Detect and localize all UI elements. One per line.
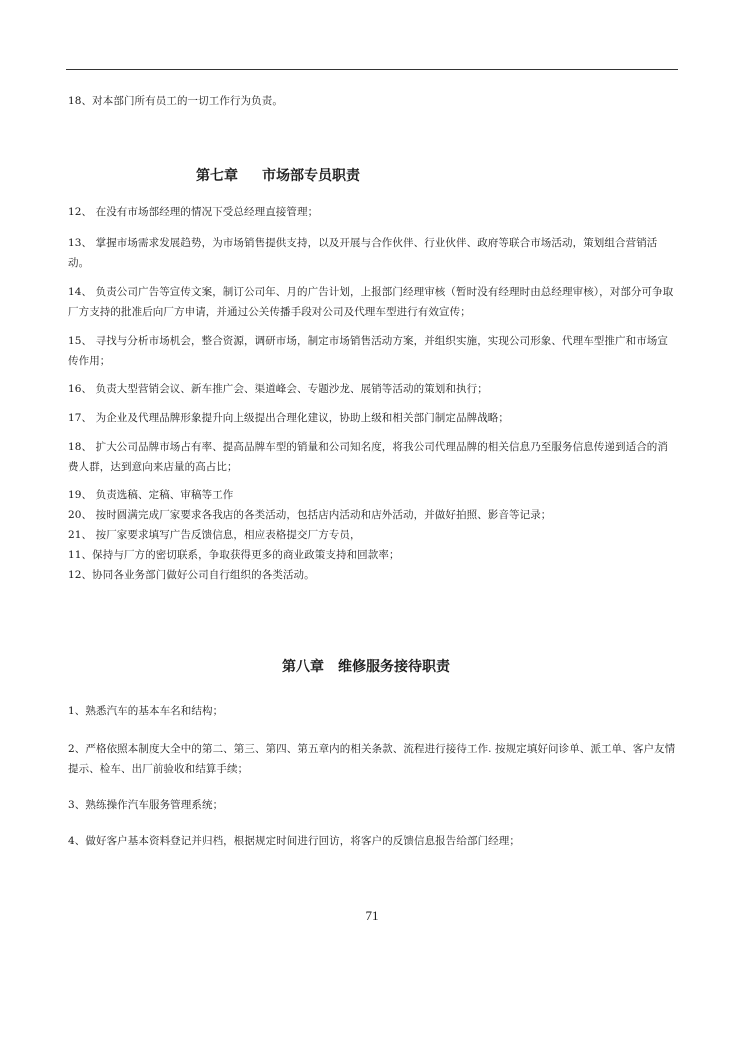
list-item: 13、 掌握市场需求发展趋势，为市场销售提供支持，以及开展与合作伙伴、行业伙伴、政府等联合市场活动，策划组合营销活动。: [68, 237, 658, 269]
list-item: 15、 寻找与分析市场机会，整合资源，调研市场，制定市场销售活动方案，并组织实施，实现公司形象、代理车型推广和市场宣传作用；: [68, 335, 668, 367]
page-number: 71: [365, 908, 379, 923]
chapter-title: 维修服务接待职责: [338, 659, 450, 675]
paragraph: 18、对本部门所有员工的一切工作行为负责。: [68, 95, 283, 107]
list-item: 2、严格依照本制度大全中的第二、第三、第四、第五章内的相关条款、流程进行接待工作. 按规定填好问诊单、派工单、客户友情提示、检车、出厂前验收和结算手续；: [68, 743, 676, 775]
list-item: 11、保持与厂方的密切联系，争取获得更多的商业政策支持和回款率；: [68, 549, 400, 561]
chapter-title: 市场部专员职责: [262, 168, 360, 184]
list-item: 12、 在没有市场部经理的情况下受总经理直接管理；: [68, 206, 319, 218]
list-item: 16、 负责大型营销会议、新车推广会、渠道峰会、专题沙龙、展销等活动的策划和执行；: [68, 383, 488, 395]
chapter-number: 第七章: [196, 168, 238, 184]
list-item: 14、 负责公司广告等宣传文案，制订公司年、月的广告计划，上报部门经理审核（暂时没有经理时由总经理审核），对部分可争取厂方支持的批准后向厂方申请，并通过公关传播手段对公司及代理车型进行有效宣传；: [68, 286, 674, 318]
list-item: 17、 为企业及代理品牌形象提升向上级提出合理化建议，协助上级和相关部门制定品牌战略；: [68, 412, 509, 424]
list-item: 20、 按时圆满完成厂家要求各我店的各类活动，包括店内活动和店外活动，并做好拍照、影音等记录；: [68, 509, 552, 521]
list-item: 19、 负责选稿、定稿、审稿等工作: [68, 489, 234, 501]
chapter-7-heading: [68, 166, 744, 186]
list-item: 21、 按厂家要求填写广告反馈信息，相应表格提交厂方专员，: [68, 529, 361, 541]
list-item: 12、协同各业务部门做好公司自行组织的各类活动。: [68, 569, 315, 581]
header-rule: [66, 69, 678, 70]
list-item: 3、熟练操作汽车服务管理系统；: [68, 799, 224, 811]
list-item: 18、 扩大公司品牌市场占有率、提高品牌车型的销量和公司知名度，将我公司代理品牌的相关信息乃至服务信息传递到适合的消费人群，达到意向来店量的高占比；: [68, 441, 668, 473]
list-item: 1、熟悉汽车的基本车名和结构；: [68, 705, 224, 717]
chapter-number: 第八章: [282, 659, 324, 675]
chapter-8-heading: [68, 657, 744, 677]
list-item: 4、做好客户基本资料登记并归档，根据规定时间进行回访，将客户的反馈信息报告给部门经理；: [68, 835, 520, 847]
